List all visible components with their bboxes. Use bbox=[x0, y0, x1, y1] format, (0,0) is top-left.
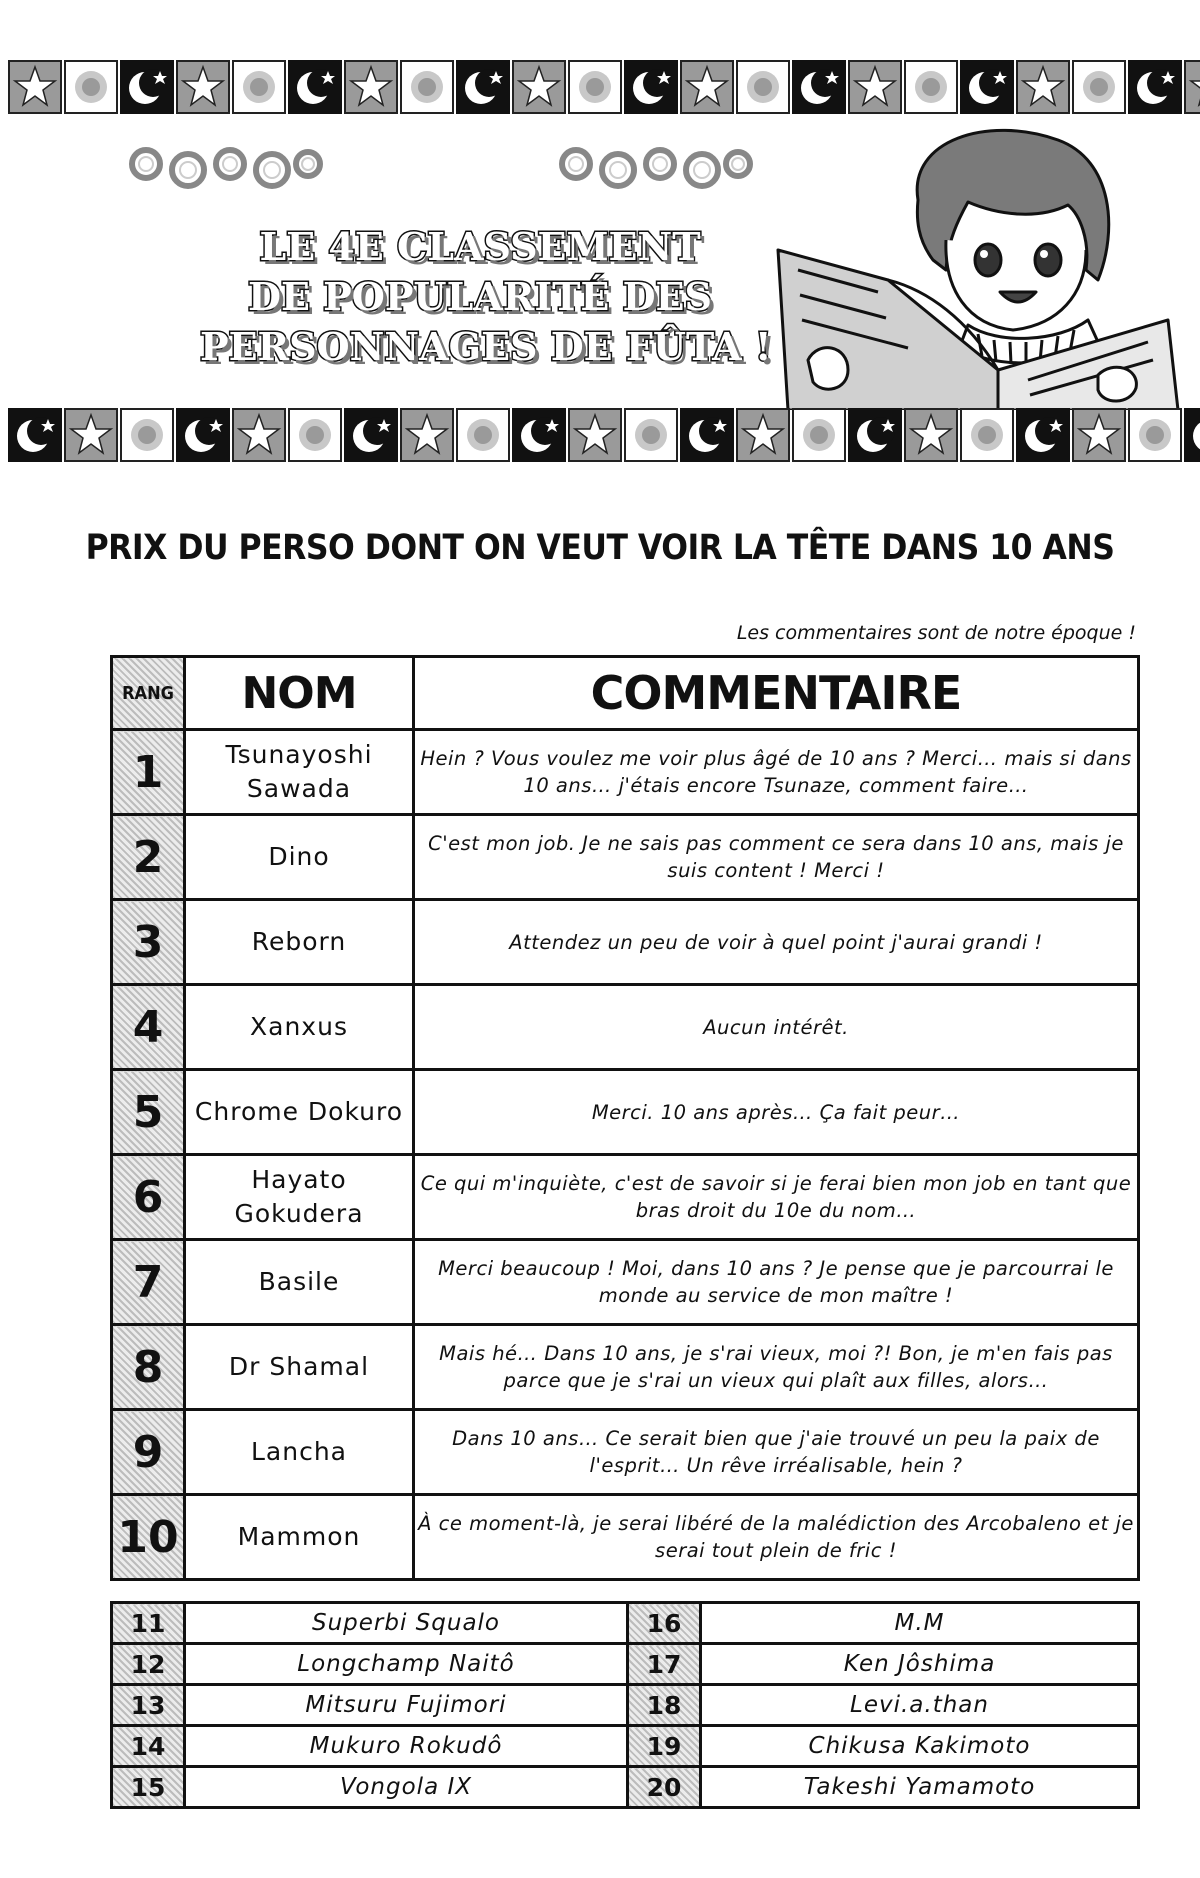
table-row bbox=[112, 1603, 1139, 1644]
rank-number: 2 bbox=[112, 815, 185, 900]
rank-number: 11 bbox=[112, 1603, 185, 1644]
star-tile-icon bbox=[64, 408, 118, 462]
header-name: NOM bbox=[185, 657, 414, 730]
rank-number: 10 bbox=[112, 1495, 185, 1580]
table-row bbox=[112, 815, 1139, 900]
character-name: Hayato Gokudera bbox=[185, 1155, 414, 1240]
table-row bbox=[112, 1495, 1139, 1580]
table-row bbox=[112, 900, 1139, 985]
rank-number: 18 bbox=[628, 1685, 701, 1726]
character-comment: Ce qui m'inquiète, c'est de savoir si je ferai bien mon job en tant que bras droit du 10e du nom… bbox=[414, 1155, 1139, 1240]
rank-number: 14 bbox=[112, 1726, 185, 1767]
prize-subtitle: PRIX DU PERSO DONT ON VEUT VOIR LA TÊTE DANS 10 ANS bbox=[85, 528, 1115, 568]
rank-number: 16 bbox=[628, 1603, 701, 1644]
character-name: Basile bbox=[185, 1240, 414, 1325]
sun-tile-icon bbox=[904, 60, 958, 114]
bottom-decorative-band bbox=[0, 408, 1200, 464]
star-tile-icon bbox=[1184, 60, 1200, 114]
sun-tile-icon bbox=[568, 60, 622, 114]
moon-tile-icon bbox=[848, 408, 902, 462]
character-name: Dino bbox=[185, 815, 414, 900]
character-comment: À ce moment-là, je serai libéré de la malédiction des Arcobaleno et je serai tout plein de fric ! bbox=[414, 1495, 1139, 1580]
rank-number: 8 bbox=[112, 1325, 185, 1410]
star-tile-icon bbox=[848, 60, 902, 114]
comments-note: Les commentaires sont de notre époque ! bbox=[736, 622, 1136, 644]
table-row bbox=[112, 730, 1139, 815]
table-row bbox=[112, 985, 1139, 1070]
character-name: Vongola IX bbox=[185, 1767, 628, 1808]
star-tile-icon bbox=[568, 408, 622, 462]
character-comment: C'est mon job. Je ne sais pas comment ce sera dans 10 ans, mais je suis content ! Merci ! bbox=[414, 815, 1139, 900]
character-name: Mammon bbox=[185, 1495, 414, 1580]
table-row bbox=[112, 1410, 1139, 1495]
swirl-ornament-icon bbox=[118, 140, 328, 196]
moon-tile-icon bbox=[456, 60, 510, 114]
header-comment: COMMENTAIRE bbox=[414, 657, 1139, 730]
rank-number: 19 bbox=[628, 1726, 701, 1767]
top-decorative-band bbox=[0, 60, 1200, 116]
rank-number: 9 bbox=[112, 1410, 185, 1495]
table-row bbox=[112, 1240, 1139, 1325]
moon-tile-icon bbox=[680, 408, 734, 462]
moon-tile-icon bbox=[288, 60, 342, 114]
rank-number: 13 bbox=[112, 1685, 185, 1726]
moon-tile-icon bbox=[1184, 408, 1200, 462]
character-name: Mukuro Rokudô bbox=[185, 1726, 628, 1767]
rank-number: 3 bbox=[112, 900, 185, 985]
table-row bbox=[112, 1644, 1139, 1685]
header-rank: RANG bbox=[112, 657, 185, 730]
character-name: Dr Shamal bbox=[185, 1325, 414, 1410]
sun-tile-icon bbox=[792, 408, 846, 462]
table-row bbox=[112, 1070, 1139, 1155]
sun-tile-icon bbox=[960, 408, 1014, 462]
sun-tile-icon bbox=[456, 408, 510, 462]
character-name: Longchamp Naitô bbox=[185, 1644, 628, 1685]
character-comment: Aucun intérêt. bbox=[414, 985, 1139, 1070]
sun-tile-icon bbox=[400, 60, 454, 114]
star-tile-icon bbox=[1016, 60, 1070, 114]
rank-number: 1 bbox=[112, 730, 185, 815]
ranking-table bbox=[110, 655, 1140, 1581]
sun-tile-icon bbox=[120, 408, 174, 462]
rank-number: 7 bbox=[112, 1240, 185, 1325]
sun-tile-icon bbox=[288, 408, 342, 462]
rank-number: 4 bbox=[112, 985, 185, 1070]
rank-number: 6 bbox=[112, 1155, 185, 1240]
moon-tile-icon bbox=[120, 60, 174, 114]
character-name: Levi.a.than bbox=[701, 1685, 1139, 1726]
character-name: Xanxus bbox=[185, 985, 414, 1070]
table-row bbox=[112, 1726, 1139, 1767]
character-comment: Dans 10 ans… Ce serait bien que j'aie trouvé un peu la paix de l'esprit… Un rêve irréalisable, hein ? bbox=[414, 1410, 1139, 1495]
star-tile-icon bbox=[512, 60, 566, 114]
character-name: Ken Jôshima bbox=[701, 1644, 1139, 1685]
table-header-row bbox=[112, 657, 1139, 730]
page-title bbox=[200, 222, 772, 372]
table-row bbox=[112, 1325, 1139, 1410]
character-name: Chikusa Kakimoto bbox=[701, 1726, 1139, 1767]
character-name: Tsunayoshi Sawada bbox=[185, 730, 414, 815]
character-name: Lancha bbox=[185, 1410, 414, 1495]
star-tile-icon bbox=[232, 408, 286, 462]
character-name: Mitsuru Fujimori bbox=[185, 1685, 628, 1726]
title-line-3: PERSONNAGES DE FÛTA ! bbox=[200, 324, 772, 369]
star-tile-icon bbox=[344, 60, 398, 114]
rank-number: 20 bbox=[628, 1767, 701, 1808]
star-tile-icon bbox=[400, 408, 454, 462]
character-name: M.M bbox=[701, 1603, 1139, 1644]
character-comment: Hein ? Vous voulez me voir plus âgé de 10 ans ? Merci… mais si dans 10 ans… j'étais encore Tsunaze, comment faire… bbox=[414, 730, 1139, 815]
character-name: Chrome Dokuro bbox=[185, 1070, 414, 1155]
sun-tile-icon bbox=[232, 60, 286, 114]
boy-reading-book-illustration bbox=[768, 120, 1188, 410]
moon-tile-icon bbox=[792, 60, 846, 114]
table-row bbox=[112, 1155, 1139, 1240]
moon-tile-icon bbox=[176, 408, 230, 462]
character-comment: Merci beaucoup ! Moi, dans 10 ans ? Je pense que je parcourrai le monde au service de mon maître ! bbox=[414, 1240, 1139, 1325]
rank-number: 12 bbox=[112, 1644, 185, 1685]
moon-tile-icon bbox=[1128, 60, 1182, 114]
character-name: Takeshi Yamamoto bbox=[701, 1767, 1139, 1808]
moon-tile-icon bbox=[344, 408, 398, 462]
character-comment: Mais hé… Dans 10 ans, je s'rai vieux, moi ?! Bon, je m'en fais pas parce que je s'rai un vieux qui plaît aux filles, alors… bbox=[414, 1325, 1139, 1410]
star-tile-icon bbox=[680, 60, 734, 114]
sun-tile-icon bbox=[64, 60, 118, 114]
title-line-2: DE POPULARITÉ DES bbox=[248, 274, 712, 319]
character-comment: Attendez un peu de voir à quel point j'aurai grandi ! bbox=[414, 900, 1139, 985]
character-name: Superbi Squalo bbox=[185, 1603, 628, 1644]
minor-ranks-table bbox=[110, 1601, 1140, 1809]
rank-number: 17 bbox=[628, 1644, 701, 1685]
sun-tile-icon bbox=[736, 60, 790, 114]
star-tile-icon bbox=[1072, 408, 1126, 462]
table-row bbox=[112, 1767, 1139, 1808]
title-line-1: LE 4E CLASSEMENT bbox=[259, 224, 701, 269]
star-tile-icon bbox=[904, 408, 958, 462]
table-row bbox=[112, 1685, 1139, 1726]
sun-tile-icon bbox=[1072, 60, 1126, 114]
moon-tile-icon bbox=[1016, 408, 1070, 462]
rank-number: 15 bbox=[112, 1767, 185, 1808]
character-name: Reborn bbox=[185, 900, 414, 985]
character-comment: Merci. 10 ans après… Ça fait peur… bbox=[414, 1070, 1139, 1155]
star-tile-icon bbox=[736, 408, 790, 462]
star-tile-icon bbox=[176, 60, 230, 114]
moon-tile-icon bbox=[512, 408, 566, 462]
sun-tile-icon bbox=[1128, 408, 1182, 462]
moon-tile-icon bbox=[8, 408, 62, 462]
star-tile-icon bbox=[8, 60, 62, 114]
moon-tile-icon bbox=[960, 60, 1014, 114]
swirl-ornament-icon bbox=[548, 140, 758, 196]
sun-tile-icon bbox=[624, 408, 678, 462]
rank-number: 5 bbox=[112, 1070, 185, 1155]
moon-tile-icon bbox=[624, 60, 678, 114]
